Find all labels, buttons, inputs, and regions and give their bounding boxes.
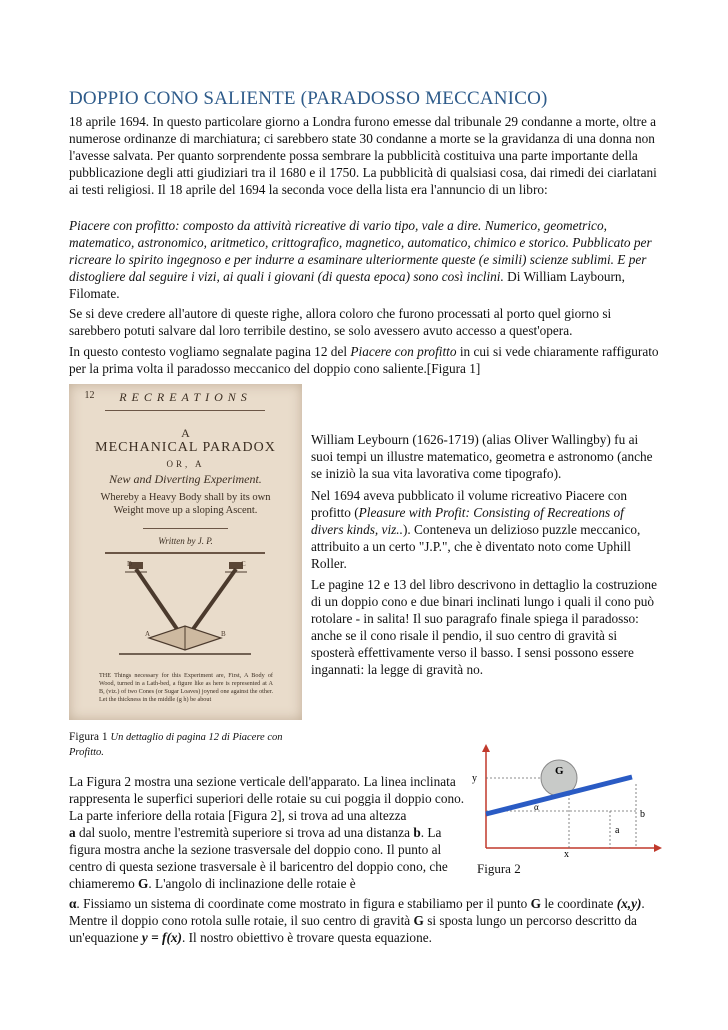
symbol-g: G (138, 876, 149, 891)
book-line-experiment: New and Diverting Experiment. (109, 472, 262, 486)
quote-text: Piacere con profitto: composto da attività ricreative di vario tipo, vale a dire. Numerico, geometrico, matematico, astronomico, aritmetico, crittografico, magnetico, automatico, chimico e storico. Pubblicato per ricreare lo spirito ingegnoso e per indurre a esaminare ulteriormente queste (e simili) scienze sublimi. E per distogliere dal seguire i vizi, ai quali i giovani (di questa epoca) sono così inclini. (69, 218, 652, 284)
tail-text-4: . Fissiamo un sistema di coordinate come mostrato in figura e stabiliamo per il punto (76, 896, 531, 911)
svg-text:B: B (221, 630, 226, 638)
book-header: RECREATIONS (119, 390, 252, 404)
symbol-b: b (413, 825, 421, 840)
tail-text-3: . L'angolo di inclinazione delle rotaie è (148, 876, 356, 891)
book-page-number: 12 (84, 390, 95, 401)
coordinates-xy: (x,y) (616, 896, 642, 911)
svg-text:D: D (127, 560, 133, 568)
symbol-a: a (69, 825, 76, 840)
tail-text-7: si sposta lungo un percorso descritto da un'equazione (69, 913, 637, 945)
svg-text:A: A (145, 630, 151, 638)
pleasure-text: Nel 1694 aveva pubblicato il volume ricreativo Piacere con profitto ( (311, 488, 628, 520)
pages-12-13-paragraph: Le pagine 12 e 13 del libro descrivono in dettaglio la costruzione di un doppio cono e due binari inclinati lungo i quali il cono può rotolare - in salita! Il suo paragrafo finale spiega il paradosso: anche se il cono risale il pendio, il suo centro di gravità si sposterà effettivamente verso il basso. I sensi possono essere ingannati: la legge di gravità no. (311, 577, 657, 677)
book-line-a: A (181, 426, 190, 440)
page-title: DOPPIO CONO SALIENTE (PARADOSSO MECCANICO) (69, 88, 548, 109)
intro-paragraph: 18 aprile 1694. In questo particolare giorno a Londra furono emesse dal tribunale 29 condanne a morte, oltre a numerose ordinanze di marchiatura; ci sarebbero state 30 condanne a morte se la gravidanza di una donna non l'avesse salvata. Per quanto sorprendente possa sembrare la pubblicità costituiva una parte importante della pubblicazione degli atti giudiziari tra il 1680 e il 1750. La pubblicità di qualsiasi cosa, dai rimedi dei ciarlatani ai testi religiosi. Il 18 aprile del 1694 la seconda voce della lista era l'annuncio di un libro: (69, 114, 657, 197)
tail-text-full (69, 895, 659, 946)
book-bottom-text: THE Things necessary for this Experiment are, First, A Body of Wood, turned in a Lath-bed, a figure like as here is represented at A B, (viz.) of two Cones (or Sugar Loaves) joyned one against the other. Let the thickness in the middle (g h) be about (99, 672, 273, 703)
uphill-roller-engraving-icon (69, 554, 302, 669)
book-line-weight: Weight move up a sloping Ascent. (113, 505, 258, 516)
book-page-image (69, 384, 302, 720)
pleasure-profit-paragraph (311, 487, 659, 572)
pleasure-text-end: ). Conteneva un delizioso puzzle meccanico, attribuito a un certo "J.P.", che è diventato noto come Uphill Roller. (311, 522, 641, 571)
context-text: In questo contesto vogliamo segnalate pagina 12 del (69, 344, 351, 359)
leybourn-paragraph: William Leybourn (1626-1719) (alias Oliver Wallingby) fu ai suoi tempi un illustre matematico, geometra e astronomo (anche se iniziò la sua vita lavorativa come tipografo). (311, 432, 653, 481)
figure-2-caption: Figura 2 (477, 861, 521, 876)
book-written-by: Written by J. P. (158, 536, 213, 546)
symbol-alpha: α (69, 896, 77, 911)
figure-1-label: Figura 1 (69, 731, 111, 743)
book-advert-quote (69, 217, 659, 302)
fig2-label-g: G (555, 765, 564, 777)
pleasure-title-italic: Pleasure with Profit: Consisting of Recreations of divers kinds, viz.. (311, 505, 624, 537)
figure-1-caption (69, 730, 299, 760)
book-line-or: OR, A (166, 459, 205, 469)
fig2-label-alpha: α (534, 802, 539, 812)
fig2-label-y: y (472, 773, 477, 784)
paragraph-context (69, 343, 659, 377)
figure-1-caption-text: Un dettaglio di pagina 12 di Piacere con Profitto. (69, 732, 283, 758)
tail-text-8: . Il nostro obiettivo è trovare questa equazione. (181, 930, 432, 945)
tail-text-left (69, 824, 465, 892)
paragraph-convicts: Se si deve credere all'autore di queste righe, allora coloro che furono processati al porto quel giorno si sarebbero potuti salvare dal loro terribile destino, se solo avessero avuto accesso a quest'opera. (69, 306, 612, 338)
fig2-label-b: b (640, 809, 645, 820)
tail-text-2: . La figura mostra anche la sezione trasversale del doppio cono. Il punto al centro di questa sezione trasversale è il baricentro del doppio cono, che chiameremo (69, 825, 448, 891)
fig2-label-a: a (615, 825, 620, 836)
symbol-g-3: G (413, 913, 424, 928)
tail-text-6: . Mentre il doppio cono rotola sulle rotaie, il suo centro di gravità (69, 896, 645, 928)
svg-text:C: C (241, 560, 246, 568)
equation: y = f(x) (141, 930, 182, 945)
quote-author: Di William Laybourn, Filomate. (69, 269, 625, 301)
book-title-italic: Piacere con profitto (350, 344, 457, 359)
book-rule-2 (143, 528, 228, 529)
book-rule (105, 410, 265, 411)
tail-text-1: dal suolo, mentre l'estremità superiore si trova ad una distanza (75, 825, 414, 840)
book-line-paradox: MECHANICAL PARADOX (95, 440, 276, 455)
context-text-end: in cui si vede chiaramente raffigurato per la prima volta il paradosso meccanico del doppio cono saliente.[Figura 1] (69, 344, 659, 376)
fig2-label-x: x (564, 849, 569, 859)
symbol-g-2: G (530, 896, 541, 911)
book-line-heavy: Whereby a Heavy Body shall by its own (100, 492, 271, 503)
tail-text-5: le coordinate (541, 896, 617, 911)
figure-2-description: La Figura 2 mostra una sezione verticale dell'apparato. La linea inclinata rappresenta le superfici superiori delle rotaie su cui poggia il doppio cono. La parte inferiore della rotaia [Figura 2], si trova ad una altezza (69, 774, 465, 823)
